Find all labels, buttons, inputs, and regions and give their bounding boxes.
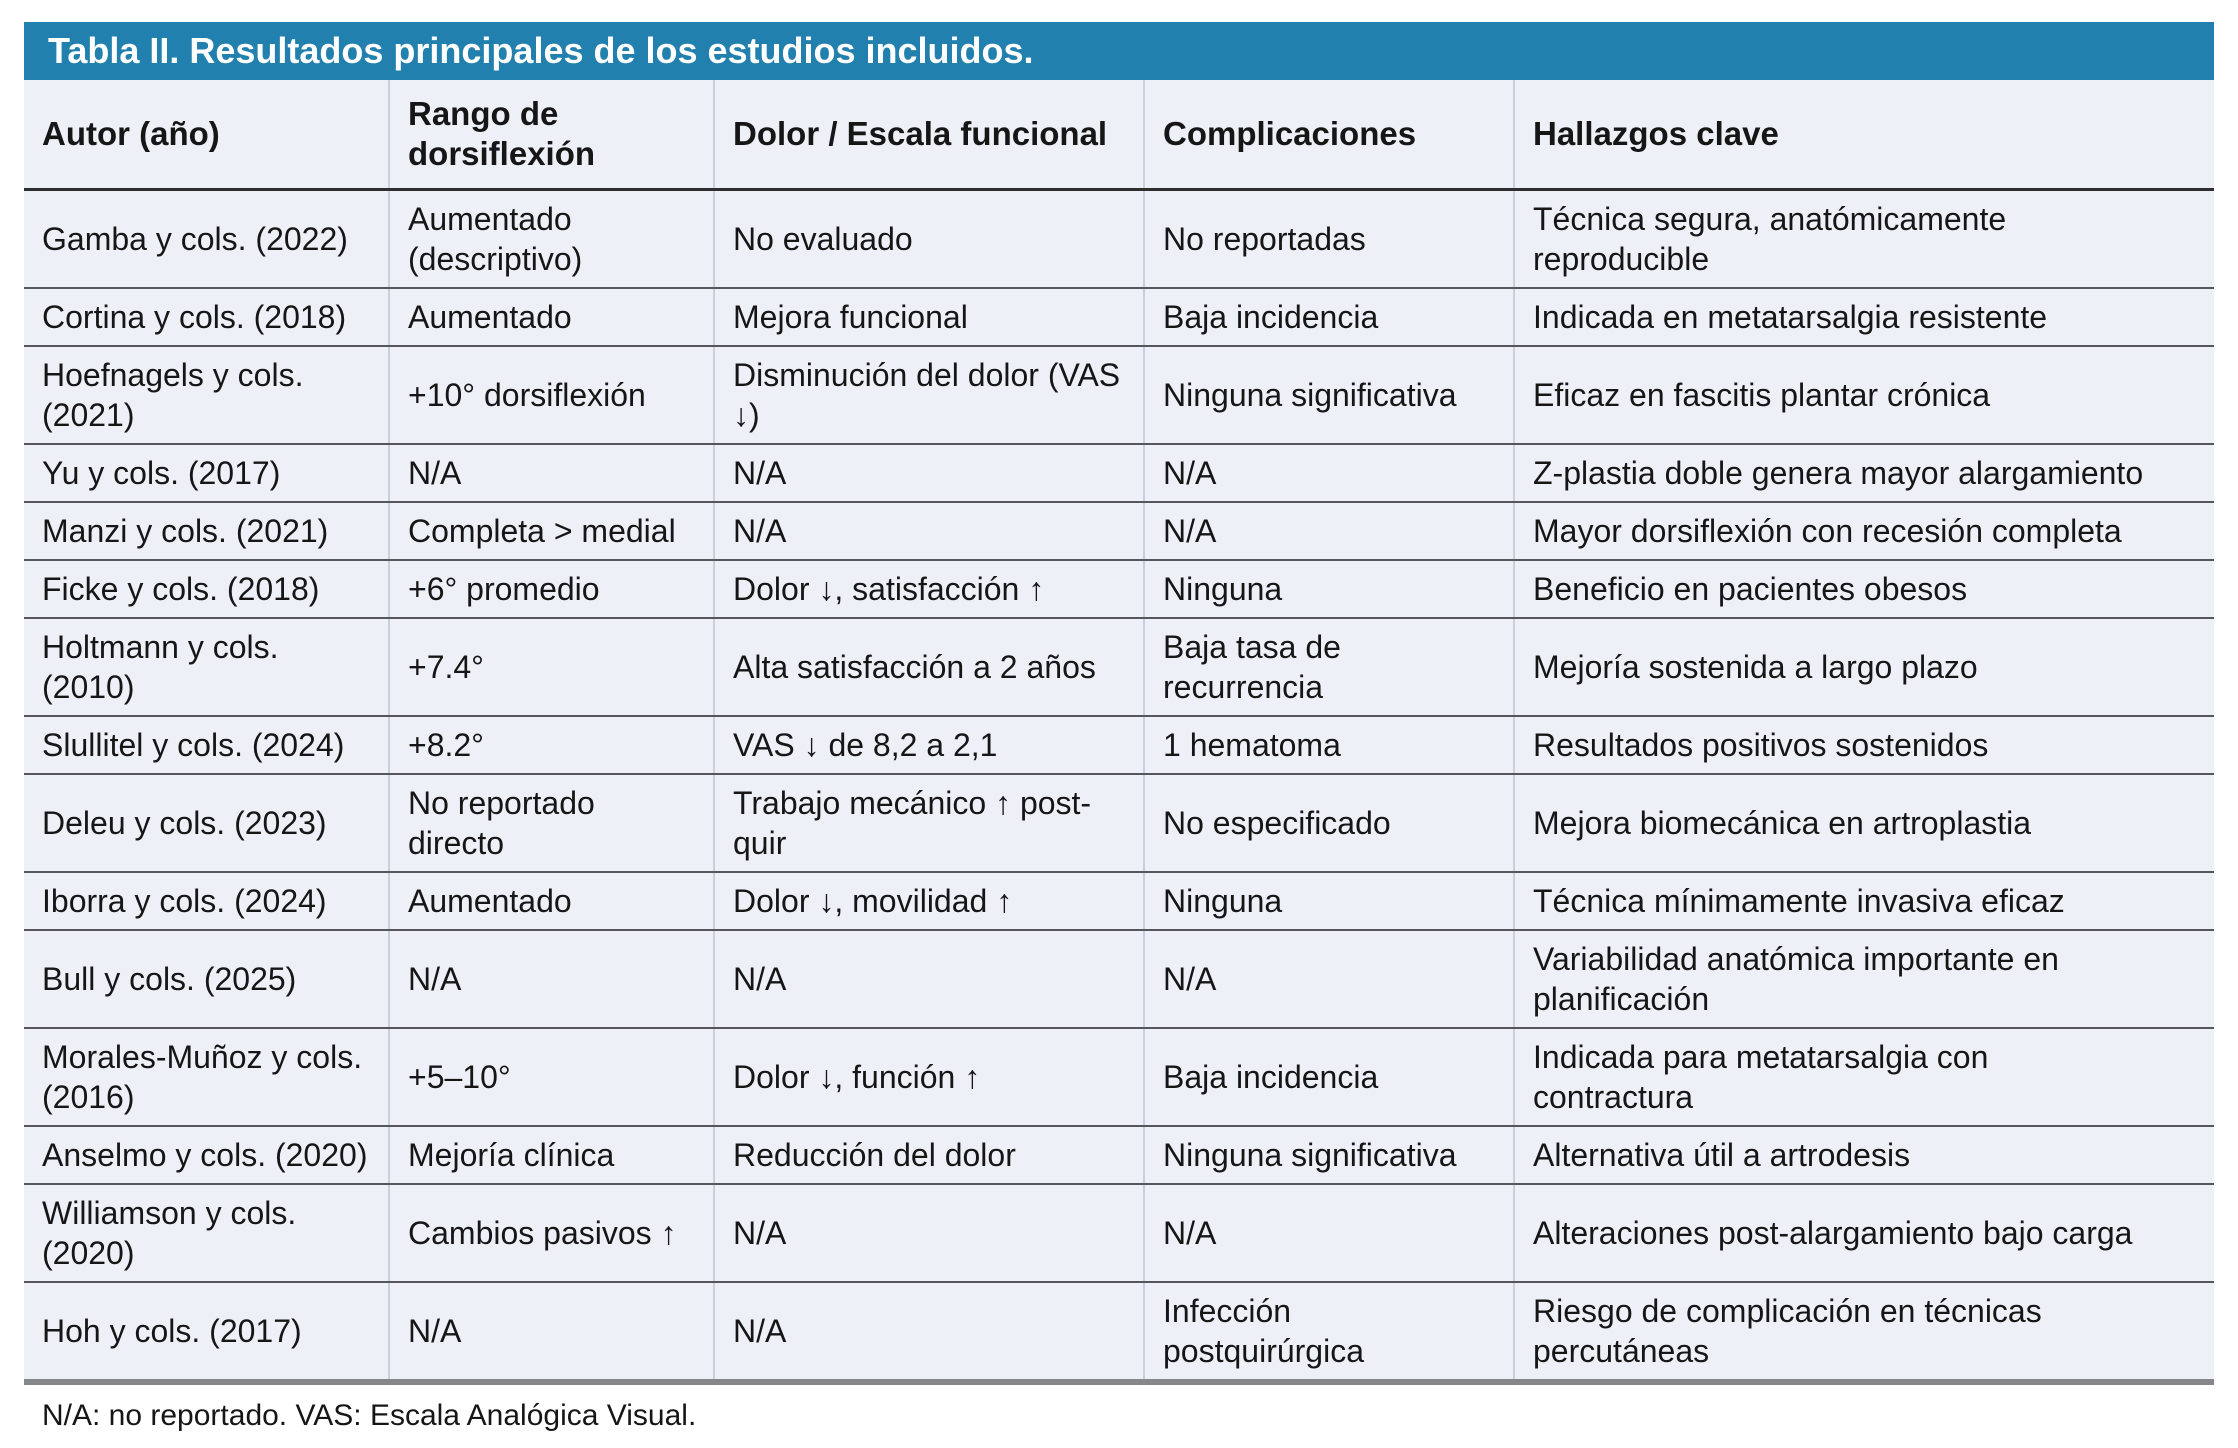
table-row xyxy=(24,872,2214,930)
cell-rango: Aumentado (descriptivo) xyxy=(389,190,714,289)
cell-complicaciones: N/A xyxy=(1144,502,1514,560)
cell-hallazgos: Mejora biomecánica en artroplastia xyxy=(1514,774,2214,872)
cell-dolor: Alta satisfacción a 2 años xyxy=(714,618,1144,716)
cell-dolor: Trabajo mecánico ↑ post-quir xyxy=(714,774,1144,872)
cell-autor: Morales-Muñoz y cols. (2016) xyxy=(24,1028,389,1126)
cell-dolor: Reducción del dolor xyxy=(714,1126,1144,1184)
column-header: Dolor / Escala funcional xyxy=(714,80,1144,190)
cell-hallazgos: Beneficio en pacientes obesos xyxy=(1514,560,2214,618)
cell-hallazgos: Alternativa útil a artrodesis xyxy=(1514,1126,2214,1184)
cell-dolor: Dolor ↓, satisfacción ↑ xyxy=(714,560,1144,618)
cell-autor: Gamba y cols. (2022) xyxy=(24,190,389,289)
table-row xyxy=(24,716,2214,774)
cell-hallazgos: Resultados positivos sostenidos xyxy=(1514,716,2214,774)
table-row xyxy=(24,1282,2214,1382)
table-row xyxy=(24,1184,2214,1282)
table-row xyxy=(24,930,2214,1028)
cell-hallazgos: Mejoría sostenida a largo plazo xyxy=(1514,618,2214,716)
cell-complicaciones: Ninguna xyxy=(1144,872,1514,930)
cell-hallazgos: Mayor dorsiflexión con recesión completa xyxy=(1514,502,2214,560)
table-row xyxy=(24,288,2214,346)
cell-rango: Aumentado xyxy=(389,288,714,346)
cell-complicaciones: Infección postquirúrgica xyxy=(1144,1282,1514,1382)
cell-hallazgos: Eficaz en fascitis plantar crónica xyxy=(1514,346,2214,444)
cell-hallazgos: Técnica segura, anatómicamente reproducible xyxy=(1514,190,2214,289)
cell-complicaciones: Ninguna xyxy=(1144,560,1514,618)
cell-autor: Deleu y cols. (2023) xyxy=(24,774,389,872)
cell-autor: Cortina y cols. (2018) xyxy=(24,288,389,346)
cell-dolor: N/A xyxy=(714,502,1144,560)
cell-rango: No reportado directo xyxy=(389,774,714,872)
cell-complicaciones: 1 hematoma xyxy=(1144,716,1514,774)
cell-rango: +8.2° xyxy=(389,716,714,774)
table-header xyxy=(24,80,2214,190)
cell-complicaciones: No especificado xyxy=(1144,774,1514,872)
cell-hallazgos: Alteraciones post-alargamiento bajo carga xyxy=(1514,1184,2214,1282)
table-row xyxy=(24,1126,2214,1184)
table-row xyxy=(24,346,2214,444)
cell-rango: Completa > medial xyxy=(389,502,714,560)
cell-autor: Yu y cols. (2017) xyxy=(24,444,389,502)
cell-hallazgos: Técnica mínimamente invasiva eficaz xyxy=(1514,872,2214,930)
table-row xyxy=(24,444,2214,502)
cell-complicaciones: N/A xyxy=(1144,444,1514,502)
cell-dolor: Dolor ↓, movilidad ↑ xyxy=(714,872,1144,930)
cell-autor: Williamson y cols. (2020) xyxy=(24,1184,389,1282)
cell-hallazgos: Z-plastia doble genera mayor alargamiento xyxy=(1514,444,2214,502)
table-row xyxy=(24,190,2214,289)
cell-autor: Anselmo y cols. (2020) xyxy=(24,1126,389,1184)
cell-autor: Manzi y cols. (2021) xyxy=(24,502,389,560)
table-body xyxy=(24,190,2214,1383)
cell-complicaciones: Baja incidencia xyxy=(1144,1028,1514,1126)
cell-dolor: N/A xyxy=(714,444,1144,502)
cell-dolor: N/A xyxy=(714,1282,1144,1382)
cell-rango: N/A xyxy=(389,1282,714,1382)
cell-dolor: N/A xyxy=(714,1184,1144,1282)
column-header: Hallazgos clave xyxy=(1514,80,2214,190)
table-row xyxy=(24,502,2214,560)
cell-complicaciones: N/A xyxy=(1144,930,1514,1028)
column-header: Rango de dorsiflexión xyxy=(389,80,714,190)
cell-rango: +5–10° xyxy=(389,1028,714,1126)
cell-dolor: Mejora funcional xyxy=(714,288,1144,346)
cell-hallazgos: Indicada para metatarsalgia con contractura xyxy=(1514,1028,2214,1126)
column-header: Autor (año) xyxy=(24,80,389,190)
cell-complicaciones: Baja incidencia xyxy=(1144,288,1514,346)
cell-rango: +6° promedio xyxy=(389,560,714,618)
cell-complicaciones: Baja tasa de recurrencia xyxy=(1144,618,1514,716)
cell-complicaciones: Ninguna significativa xyxy=(1144,346,1514,444)
cell-autor: Iborra y cols. (2024) xyxy=(24,872,389,930)
cell-dolor: No evaluado xyxy=(714,190,1144,289)
cell-autor: Holtmann y cols. (2010) xyxy=(24,618,389,716)
cell-hallazgos: Indicada en metatarsalgia resistente xyxy=(1514,288,2214,346)
cell-rango: +10° dorsiflexión xyxy=(389,346,714,444)
cell-hallazgos: Riesgo de complicación en técnicas percutáneas xyxy=(1514,1282,2214,1382)
cell-dolor: N/A xyxy=(714,930,1144,1028)
cell-autor: Slullitel y cols. (2024) xyxy=(24,716,389,774)
cell-complicaciones: N/A xyxy=(1144,1184,1514,1282)
table-title: Tabla II. Resultados principales de los estudios incluidos. xyxy=(24,22,2214,80)
cell-complicaciones: No reportadas xyxy=(1144,190,1514,289)
cell-autor: Hoefnagels y cols. (2021) xyxy=(24,346,389,444)
cell-rango: Cambios pasivos ↑ xyxy=(389,1184,714,1282)
cell-hallazgos: Variabilidad anatómica importante en planificación xyxy=(1514,930,2214,1028)
table-row xyxy=(24,618,2214,716)
table-row xyxy=(24,1028,2214,1126)
results-table-card xyxy=(24,22,2214,1433)
cell-autor: Bull y cols. (2025) xyxy=(24,930,389,1028)
cell-rango: +7.4° xyxy=(389,618,714,716)
cell-autor: Hoh y cols. (2017) xyxy=(24,1282,389,1382)
cell-rango: Aumentado xyxy=(389,872,714,930)
table-footnote: N/A: no reportado. VAS: Escala Analógica Visual. xyxy=(42,1399,697,1432)
results-table xyxy=(24,80,2214,1385)
table-row xyxy=(24,560,2214,618)
cell-complicaciones: Ninguna significativa xyxy=(1144,1126,1514,1184)
cell-dolor: Dolor ↓, función ↑ xyxy=(714,1028,1144,1126)
header-row xyxy=(24,80,2214,190)
column-header: Complicaciones xyxy=(1144,80,1514,190)
table-row xyxy=(24,774,2214,872)
cell-dolor: VAS ↓ de 8,2 a 2,1 xyxy=(714,716,1144,774)
cell-autor: Ficke y cols. (2018) xyxy=(24,560,389,618)
cell-dolor: Disminución del dolor (VAS ↓) xyxy=(714,346,1144,444)
cell-rango: N/A xyxy=(389,444,714,502)
cell-rango: Mejoría clínica xyxy=(389,1126,714,1184)
cell-rango: N/A xyxy=(389,930,714,1028)
